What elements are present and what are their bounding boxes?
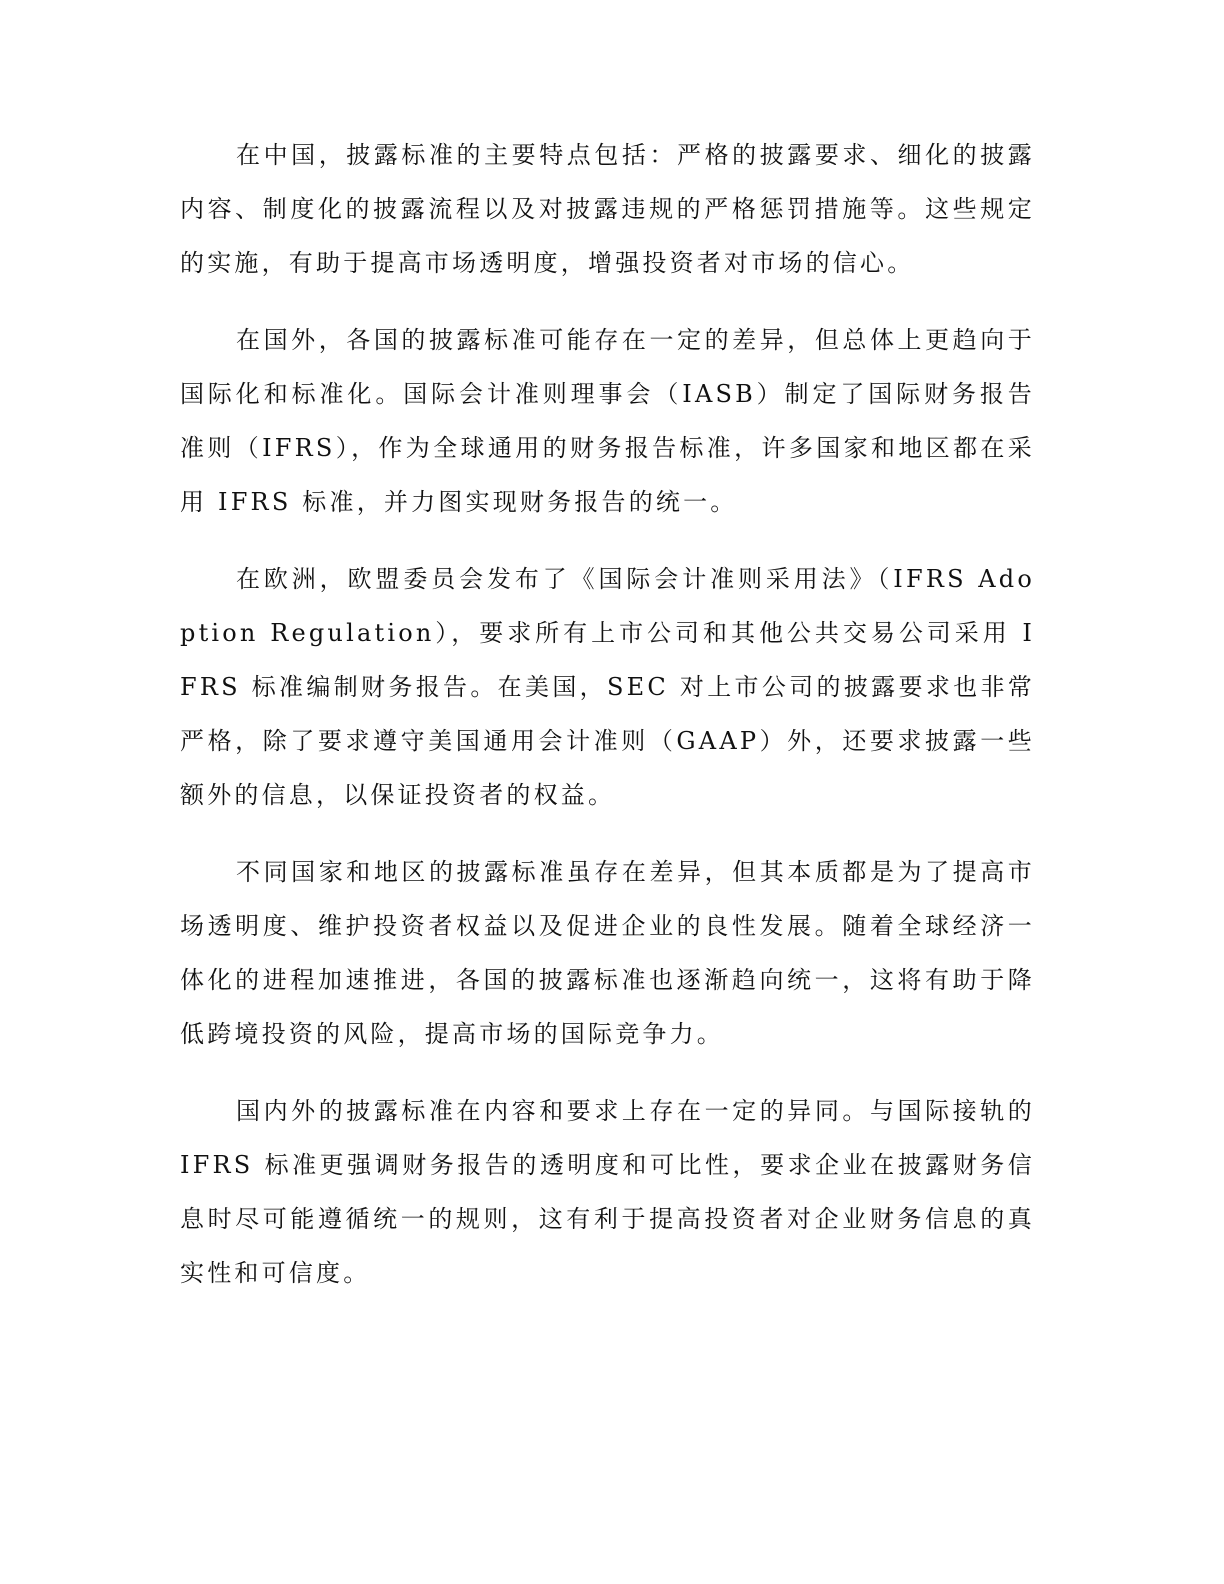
paragraph-europe-us-standards: 在欧洲，欧盟委员会发布了《国际会计准则采用法》（IFRS Adoption Regulation），要求所有上市公司和其他公共交易公司采用 IFRS 标准编制财务报告。在美国，SEC 对上市公司的披露要求也非常严格，除了要求遵守美国通用会计准则（GAAP）外，还要求披露一些额外的信息，以保证投资者的权益。 (180, 565, 1035, 809)
paragraph-international-standards: 在国外，各国的披露标准可能存在一定的差异，但总体上更趋向于国际化和标准化。国际会计准则理事会（IASB）制定了国际财务报告准则（IFRS），作为全球通用的财务报告标准，许多国家和地区都在采用 IFRS 标准，并力图实现财务报告的统一。 (180, 326, 1035, 516)
document-body (180, 128, 1035, 1323)
paragraph-differences-and-convergence: 不同国家和地区的披露标准虽存在差异，但其本质都是为了提高市场透明度、维护投资者权益以及促进企业的良性发展。随着全球经济一体化的进程加速推进，各国的披露标准也逐渐趋向统一，这将有助于降低跨境投资的风险，提高市场的国际竞争力。 (180, 858, 1035, 1048)
paragraph-china-standards: 在中国，披露标准的主要特点包括：严格的披露要求、细化的披露内容、制度化的披露流程以及对披露违规的严格惩罚措施等。这些规定的实施，有助于提高市场透明度，增强投资者对市场的信心。 (180, 141, 1035, 277)
paragraph-comparison-summary: 国内外的披露标准在内容和要求上存在一定的异同。与国际接轨的 IFRS 标准更强调财务报告的透明度和可比性，要求企业在披露财务信息时尽可能遵循统一的规则，这有利于提高投资者对企业财务信息的真实性和可信度。 (180, 1097, 1035, 1287)
